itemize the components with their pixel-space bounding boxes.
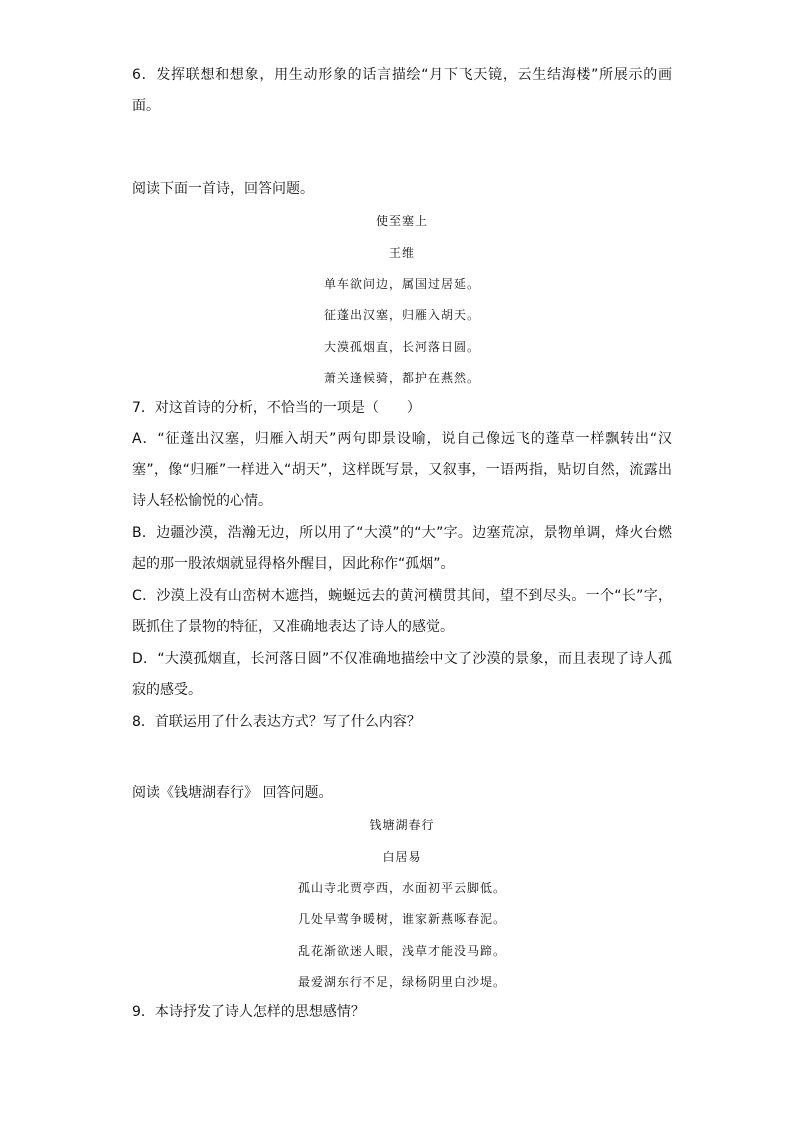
poem-1-line: 征蓬出汉塞，归雁入胡天。 (323, 308, 480, 322)
section-2-intro: 阅读《钱塘湖春行》 回答问题。 (132, 785, 333, 801)
question-7-option-d: D．“大漠孤烟直，长河落日圆”不仅准确地描绘中文了沙漠的景象，而且表现了诗人孤寂的感受。 (132, 651, 672, 698)
poem-1-title: 使至塞上 (375, 214, 428, 228)
poem-2-line: 孤山寺北贾亭西，水面初平云脚低。 (297, 881, 506, 895)
poem-1-author: 王维 (388, 246, 415, 260)
question-7-stem: 7．对这首诗的分析，不恰当的一项是（ ） (132, 400, 421, 416)
poem-1-line: 萧关逢候骑，都护在燕然。 (323, 371, 480, 385)
question-7-option-c: C．沙漠上没有山峦树木遮挡，蜿蜒远去的黄河横贯其间，望不到尽头。一个“长”字，既抓住了景物的特征，又准确地表达了诗人的感觉。 (132, 588, 672, 635)
section-1-intro: 阅读下面一首诗，回答问题。 (132, 181, 314, 197)
poem-2-line: 几处早莺争暖树，谁家新燕啄春泥。 (297, 912, 506, 926)
question-6: 6．发挥联想和想象，用生动形象的话言描绘“月下飞天镜，云生结海楼”所展示的画面。 (132, 67, 672, 114)
question-8: 8．首联运用了什么表达方式？写了什么内容？ (132, 714, 421, 730)
poem-2-line: 最爱湖东行不足，绿杨阴里白沙堤。 (297, 975, 506, 989)
poem-2-title: 钱塘湖春行 (369, 818, 435, 832)
poem-1-line: 单车欲问边，属国过居延。 (323, 277, 480, 291)
poem-2-author: 白居易 (382, 850, 422, 864)
poem-2-line: 乱花渐欲迷人眼，浅草才能没马蹄。 (297, 944, 506, 958)
question-7-option-a: A．“征蓬出汉塞，归雁入胡天”两句即景设喻，说自己像远飞的蓬草一样飘转出“汉塞”，像“归雁”一样进入“胡天”，这样既写景，又叙事，一语两指，贴切自然，流露出诗人轻松愉悦的心情。 (132, 431, 672, 509)
question-7-option-b: B．边疆沙漠，浩瀚无边，所以用了“大漠”的“大”字。边塞荒凉，景物单调，烽火台燃起的那一股浓烟就显得格外醒目，因此称作“孤烟”。 (132, 525, 672, 572)
poem-1-line: 大漠孤烟直，长河落日圆。 (323, 340, 480, 354)
question-9: 9．本诗抒发了诗人怎样的思想感情？ (132, 1004, 365, 1020)
